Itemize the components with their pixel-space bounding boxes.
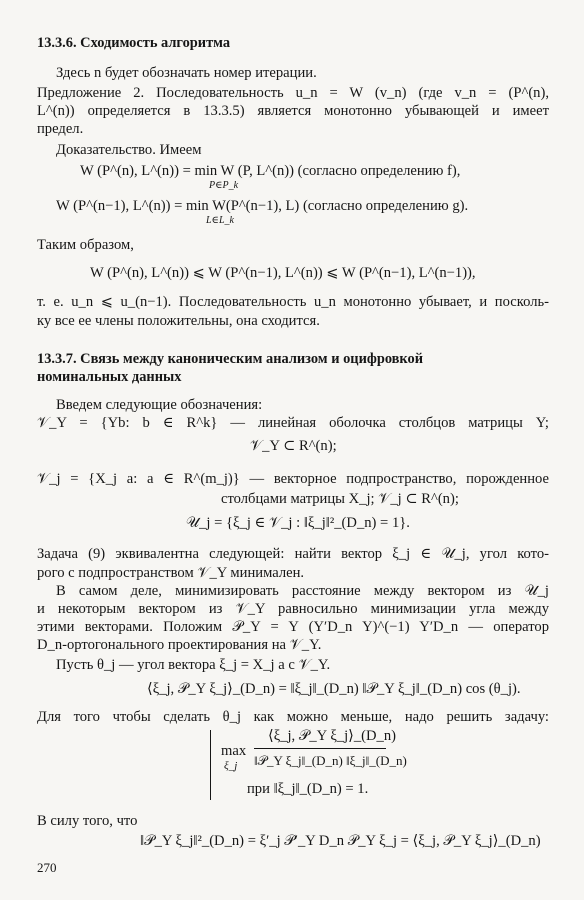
equation-2-subscript: L∈L_k	[206, 215, 234, 226]
equation-5: ‖𝒫_Y ξ_j‖²_(D_n) = ξ′_j 𝒫′_Y D_n 𝒫_Y ξ_j = ⟨ξ_j, 𝒫_Y ξ_j⟩_(D_n)	[140, 833, 541, 849]
equation-4: ⟨ξ_j, 𝒫_Y ξ_j⟩_(D_n) = ‖ξ_j‖_(D_n) ‖𝒫_Y ξ_j‖_(D_n) cos (θ_j).	[147, 681, 521, 697]
proposition-line-1: Предложение 2. Последовательность u_n = W (v_n) (где v_n = (P^(n),	[37, 85, 549, 101]
paragraph-5: В силу того, что	[37, 813, 138, 829]
section-heading-canonical-line-1: 13.3.7. Связь между каноническим анализом и оцифровкой	[37, 351, 424, 367]
task-line-1: Задача (9) эквивалентна следующей: найти вектор ξ_j ∈ 𝒰_j, угол кото-	[37, 546, 549, 562]
proposition-line-3: предел.	[37, 121, 84, 137]
page-number: 270	[37, 860, 57, 875]
fraction-bar	[254, 748, 386, 749]
section-heading-convergence: 13.3.6. Сходимость алгоритма	[37, 35, 231, 51]
notation-intro: Введем следующие обозначения:	[56, 397, 263, 413]
definition-vy: 𝒱_Y = {Yb: b ∈ R^k} — линейная оболочка столбцов матрицы Y;	[37, 415, 549, 431]
proof-label: Доказательство. Имеем	[56, 142, 202, 158]
definition-vj-line-1: 𝒱_j = {X_j a: a ∈ R^(m_j)} — векторное подпространство, порожденное	[37, 471, 549, 487]
task-line-2: рого с подпространством 𝒱_Y минимален.	[37, 565, 305, 581]
equation-1-subscript: P∈P_k	[209, 180, 239, 191]
definition-uj: 𝒰_j = {ξ_j ∈ 𝒱_j : ‖ξ_j‖²_(D_n) = 1}.	[186, 515, 410, 531]
equation-2: W (P^(n−1), L^(n)) = min W(P^(n−1), L) (согласно определению g).	[56, 198, 469, 214]
paragraph-4: Для того чтобы сделать θ_j как можно меньше, надо решить задачу:	[37, 709, 549, 725]
paragraph-2-line-2: и некоторым вектором из 𝒱_Y равносильно минимизации угла между	[37, 601, 549, 617]
paragraph-3: Пусть θ_j — угол вектора ξ_j = X_j a с 𝒱_Y.	[56, 657, 331, 673]
definition-vj-line-2: столбцами матрицы X_j; 𝒱_j ⊂ R^(n);	[221, 491, 459, 507]
max-label: max	[221, 743, 247, 759]
paragraph-2-line-1: В самом деле, минимизировать расстояние между вектором из 𝒰_j	[56, 583, 549, 599]
intro-text: Здесь n будет обозначать номер итерации.	[56, 65, 317, 81]
section-heading-canonical-line-2: номинальных данных	[37, 369, 182, 385]
conclusion-line-1: т. е. u_n ⩽ u_(n−1). Последовательность u_n монотонно убывает, и посколь-	[37, 294, 549, 310]
conclusion-line-2: ку все ее члены положительны, она сходится.	[37, 313, 320, 329]
left-brace	[210, 730, 211, 800]
equation-1: W (P^(n), L^(n)) = min W (P, L^(n)) (согласно определению f),	[80, 163, 461, 179]
constraint: при ‖ξ_j‖_(D_n) = 1.	[247, 781, 369, 797]
definition-vy-inclusion: 𝒱_Y ⊂ R^(n);	[250, 438, 337, 454]
fraction-denominator: ‖𝒫_Y ξ_j‖_(D_n) ‖ξ_j‖_(D_n)	[254, 753, 407, 768]
thus-text: Таким образом,	[37, 237, 134, 253]
fraction-numerator: ⟨ξ_j, 𝒫_Y ξ_j⟩_(D_n)	[268, 728, 397, 744]
max-subscript: ξ_j	[224, 760, 238, 772]
paragraph-2-line-3: этими векторами. Положим 𝒫_Y = Y (Y′D_n Y)^(−1) Y′D_n — оператор	[37, 619, 549, 635]
proposition-line-2: L^(n)) определяется в 13.3.5) является монотонно убывающей и имеет	[37, 103, 549, 119]
paragraph-2-line-4: D_n-ортогонального проектирования на 𝒱_Y.	[37, 637, 322, 653]
equation-3: W (P^(n), L^(n)) ⩽ W (P^(n−1), L^(n)) ⩽ W (P^(n−1), L^(n−1)),	[90, 265, 476, 281]
